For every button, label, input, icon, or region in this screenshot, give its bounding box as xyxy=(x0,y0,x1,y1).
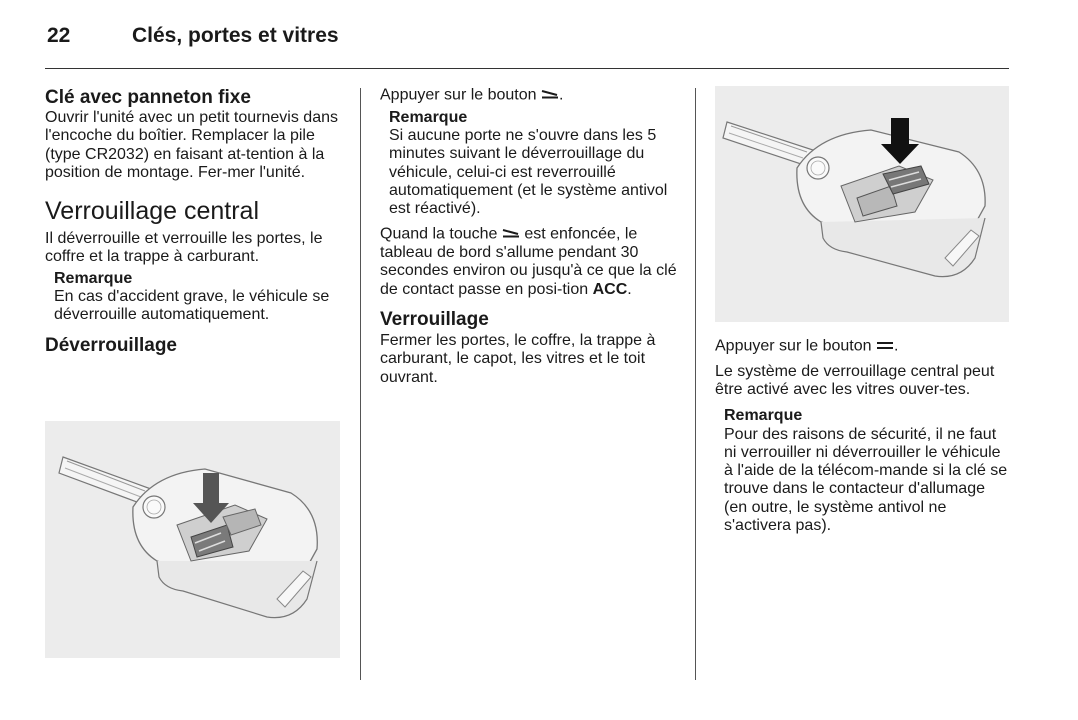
heading-fixed-key: Clé avec panneton fixe xyxy=(45,87,251,108)
touch-prefix: Quand la touche xyxy=(380,225,498,243)
left-column xyxy=(45,86,345,358)
column-divider-2 xyxy=(695,88,696,680)
note-text: En cas d'accident grave, le véhicule se déverrouille automatiquement. xyxy=(54,288,330,324)
chapter-title: Clés, portes et vitres xyxy=(132,24,339,47)
press-unlock-line xyxy=(380,86,680,105)
note-title: Remarque xyxy=(389,108,468,126)
locking-text: Fermer les portes, le coffre, la trappe à carburant, le capot, les vitres et le toit ouvrant. xyxy=(380,332,656,386)
touch-middle: est enfoncée, le tableau de bord s'allume pendant 30 secondes environ ou jusqu'à ce que la clé de contact passe en posi-tion xyxy=(380,225,677,298)
key-fob-illustration-lock xyxy=(715,86,1009,322)
press-lock-prefix: Appuyer sur le bouton xyxy=(715,337,872,355)
heading-locking: Verrouillage xyxy=(380,309,489,331)
press-unlock-suffix: . xyxy=(559,86,564,104)
header-divider xyxy=(45,68,1009,69)
note-title: Remarque xyxy=(54,269,133,287)
touch-suffix: . xyxy=(627,280,632,298)
middle-column xyxy=(380,86,680,387)
acc-position: ACC xyxy=(592,280,628,298)
note-text: Si aucune porte ne s'ouvre dans les 5 minutes suivant le déverrouillage du véhicule, celui-ci est reverrouillé automatiquement (et le système antivol est réactivé). xyxy=(389,126,668,218)
press-lock-suffix: . xyxy=(894,337,899,355)
press-unlock-prefix: Appuyer sur le bouton xyxy=(380,86,537,104)
heading-central-locking: Verrouillage central xyxy=(45,197,260,226)
note-safety xyxy=(724,407,1010,535)
key-fob-illustration-unlock xyxy=(45,421,340,658)
central-locking-text: Il déverrouille et verrouille les portes, le coffre et la trappe à carburant. xyxy=(45,230,323,266)
windows-text: Le système de verrouillage central peut être activé avec les vitres ouver-tes. xyxy=(715,362,995,398)
note-accident xyxy=(54,270,345,325)
right-column xyxy=(715,337,1010,535)
instrument-panel-text xyxy=(380,225,680,299)
page-number: 22 xyxy=(47,24,71,47)
press-lock-line xyxy=(715,337,1010,356)
lock-button-icon xyxy=(876,337,894,355)
heading-unlocking: Déverrouillage xyxy=(45,334,177,356)
note-relock xyxy=(389,109,680,219)
note-text: Pour des raisons de sécurité, il ne faut ni verrouiller ni déverrouiller le véhicule à l'aide de la télécom-mande si la clé se trouve dans le contacteur d'allumage (en outre, le système antivol ne s'activera pas). xyxy=(724,425,1008,535)
unlock-button-icon xyxy=(502,225,520,243)
note-title: Remarque xyxy=(724,407,803,425)
column-divider-1 xyxy=(360,88,361,680)
fixed-key-text: Ouvrir l'unité avec un petit tournevis dans l'encoche du boîtier. Remplacer la pile (type CR2032) en faisant at-tention à la position de montage. Fer-mer l'unité. xyxy=(45,109,338,181)
unlock-button-icon xyxy=(541,86,559,104)
